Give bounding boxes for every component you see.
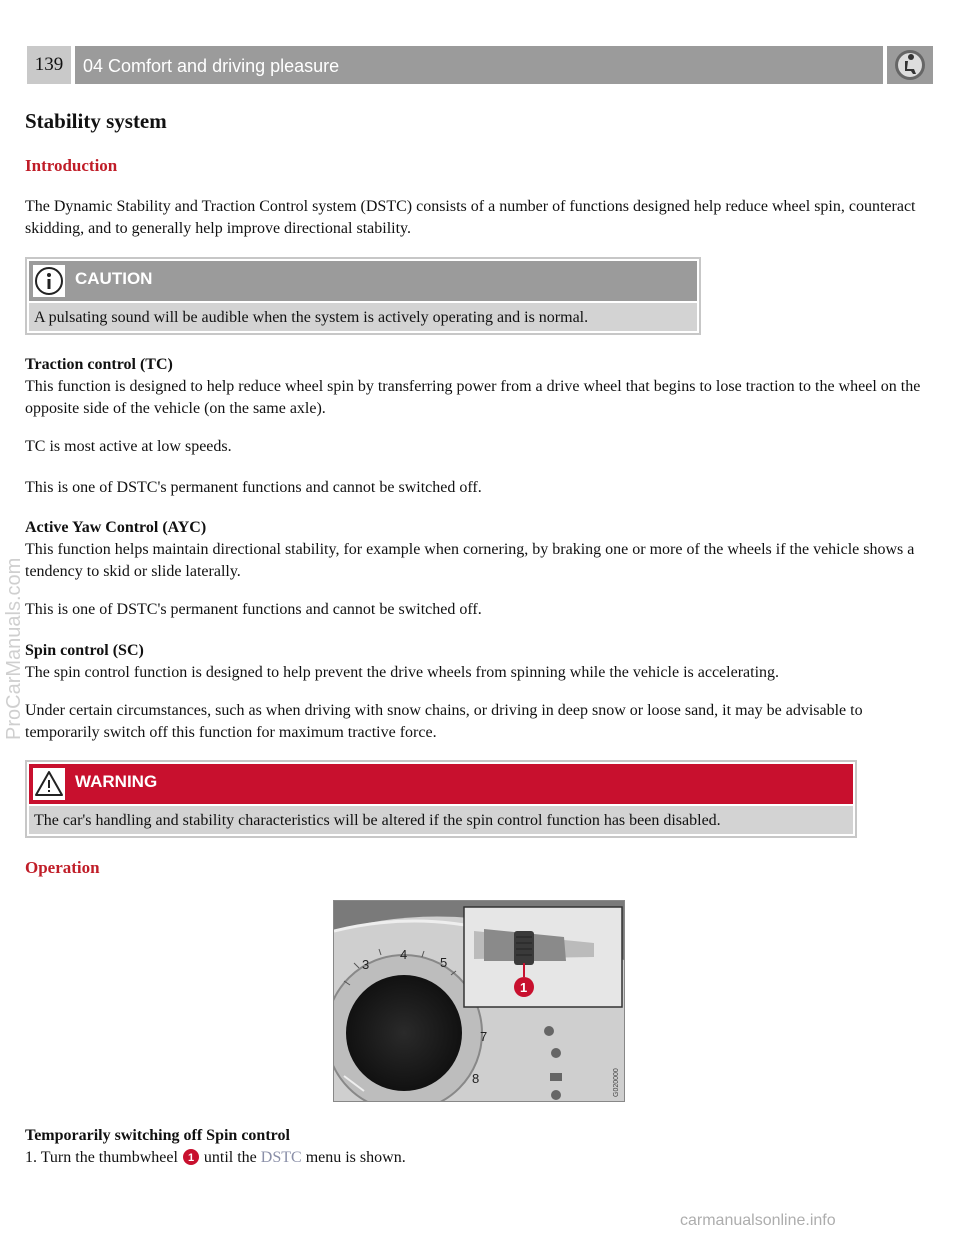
warning-box <box>25 760 857 838</box>
active-yaw-text: This function helps maintain directional stability, for example when cornering, by braking one or more of the wheels if the vehicle shows a tendency to skid or slide laterally. <box>25 541 915 580</box>
warning-label: WARNING <box>75 772 158 791</box>
chapter-icon-box <box>887 46 933 84</box>
active-yaw-term: Active Yaw Control (AYC) <box>25 519 207 536</box>
gauge-number: 5 <box>440 955 448 970</box>
active-yaw-block <box>25 517 935 583</box>
dashboard-illustration <box>334 901 625 1102</box>
introduction-heading: Introduction <box>25 156 118 175</box>
dstc-menu-link: DSTC <box>260 1149 302 1166</box>
left-watermark <box>0 420 26 750</box>
section-title: Stability system <box>25 109 167 133</box>
traction-control-note: TC is most active at low speeds. <box>25 438 232 455</box>
step-1-prefix: 1. Turn the thumbwheel <box>25 1149 178 1166</box>
spin-control-block <box>25 640 935 684</box>
page-header <box>27 46 933 84</box>
traction-control-term: Traction control (TC) <box>25 356 173 373</box>
chapter-title: 04 Comfort and driving pleasure <box>83 56 340 76</box>
warning-triangle-icon <box>33 768 65 800</box>
gauge-number: 8 <box>472 1071 480 1086</box>
gauge-number: 7 <box>480 1029 488 1044</box>
caution-box <box>25 257 701 335</box>
active-yaw-permanent: This is one of DSTC's permanent functions and cannot be switched off. <box>25 601 482 618</box>
caution-text: A pulsating sound will be audible when the system is actively operating and is normal. <box>29 303 697 331</box>
introduction-text: The Dynamic Stability and Traction Control system (DSTC) consists of a number of functions designed help reduce wheel spin, counteract skidding, and to generally help improve directional stability. <box>25 198 916 237</box>
caution-header <box>29 261 697 301</box>
caution-label: CAUTION <box>75 269 153 288</box>
spin-control-circumstances: Under certain circumstances, such as when driving with snow chains, or driving in deep snow or loose sand, it may be advisable to temporarily switch off this function for maximum tractive force. <box>25 702 863 741</box>
info-icon <box>33 265 65 297</box>
traction-control-block <box>25 354 935 420</box>
spin-control-text: The spin control function is designed to help prevent the drive wheels from spinning while the vehicle is accelerating. <box>25 664 780 681</box>
step-1-middle: until the <box>203 1149 257 1166</box>
warning-header <box>29 764 853 804</box>
left-watermark-text: ProCarManuals.com <box>3 557 25 740</box>
switching-off-term: Temporarily switching off Spin control <box>25 1127 290 1144</box>
spin-control-term: Spin control (SC) <box>25 642 144 659</box>
figure-callout-number: 1 <box>520 980 528 995</box>
info-icon-box <box>33 265 65 297</box>
dashboard-figure <box>333 900 625 1102</box>
seat-person-icon <box>894 49 926 81</box>
thumbwheel-marker-icon <box>182 1147 200 1165</box>
page-number: 139 <box>27 46 71 84</box>
warning-icon-box <box>33 768 65 800</box>
traction-control-text: This function is designed to help reduce wheel spin by transferring power from a drive wheel that begins to lose traction to the wheel on the opposite side of the vehicle (on the same axle). <box>25 378 921 417</box>
warning-text: The car's handling and stability characteristics will be altered if the spin control function has been disabled. <box>29 806 853 834</box>
switching-off-block <box>25 1125 935 1169</box>
traction-control-permanent: This is one of DSTC's permanent functions and cannot be switched off. <box>25 479 482 496</box>
gauge-number: 4 <box>400 947 408 962</box>
footer-watermark: carmanualsonline.info <box>680 1212 836 1229</box>
chapter-bar <box>75 46 883 84</box>
operation-heading: Operation <box>25 858 100 877</box>
step-1-text <box>25 1149 406 1166</box>
figure-code: G020000 <box>613 1068 620 1097</box>
step-1-suffix: menu is shown. <box>305 1149 406 1166</box>
step-1-marker-number: 1 <box>187 1152 195 1164</box>
gauge-number: 3 <box>362 957 370 972</box>
